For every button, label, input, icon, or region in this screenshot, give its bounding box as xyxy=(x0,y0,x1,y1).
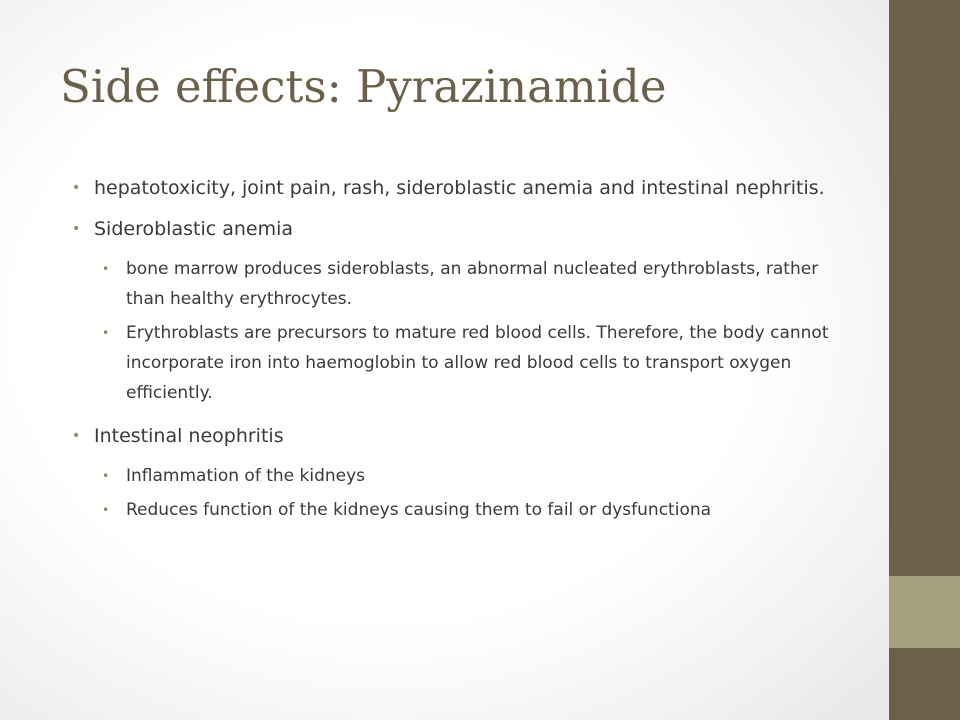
sub-bullet-text: Erythroblasts are precursors to mature red blood cells. Therefore, the body cannot incorporate iron into haemoglobin to allow red blood cells to transport oxygen efficiently. xyxy=(126,323,829,403)
sub-bullet-icon: • xyxy=(102,262,110,276)
bullet-icon: • xyxy=(72,180,81,196)
sub-bullet-text: Reduces function of the kidneys causing them to fail or dysfunctiona xyxy=(126,500,712,520)
bullet-list xyxy=(72,172,862,537)
bullet-item xyxy=(72,172,862,204)
bullet-icon: • xyxy=(72,428,81,444)
decorative-sidebar xyxy=(889,0,960,720)
sidebar-band-bottom xyxy=(889,648,960,720)
sub-bullet-list xyxy=(72,461,862,525)
sub-bullet-text: bone marrow produces sideroblasts, an abnormal nucleated erythroblasts, rather than healthy erythrocytes. xyxy=(126,259,819,309)
bullet-icon: • xyxy=(72,221,81,237)
sidebar-band-accent xyxy=(889,576,960,648)
sub-bullet-text: Inflammation of the kidneys xyxy=(126,466,366,486)
bullet-item xyxy=(72,420,862,452)
sub-bullet-icon: • xyxy=(102,503,110,517)
bullet-text: Sideroblastic anemia xyxy=(94,218,294,240)
sub-bullet-icon: • xyxy=(102,326,110,340)
bullet-text: hepatotoxicity, joint pain, rash, sideroblastic anemia and intestinal nephritis. xyxy=(94,177,825,199)
sub-bullet-item xyxy=(72,495,862,525)
sub-bullet-item xyxy=(72,254,862,314)
sub-bullet-item xyxy=(72,318,862,408)
slide-title: Side effects: Pyrazinamide xyxy=(60,60,667,113)
sub-bullet-list xyxy=(72,254,862,408)
bullet-item xyxy=(72,213,862,245)
sub-bullet-item xyxy=(72,461,862,491)
bullet-text: Intestinal neophritis xyxy=(94,425,284,447)
sub-bullet-icon: • xyxy=(102,469,110,483)
sidebar-band-top xyxy=(889,0,960,576)
